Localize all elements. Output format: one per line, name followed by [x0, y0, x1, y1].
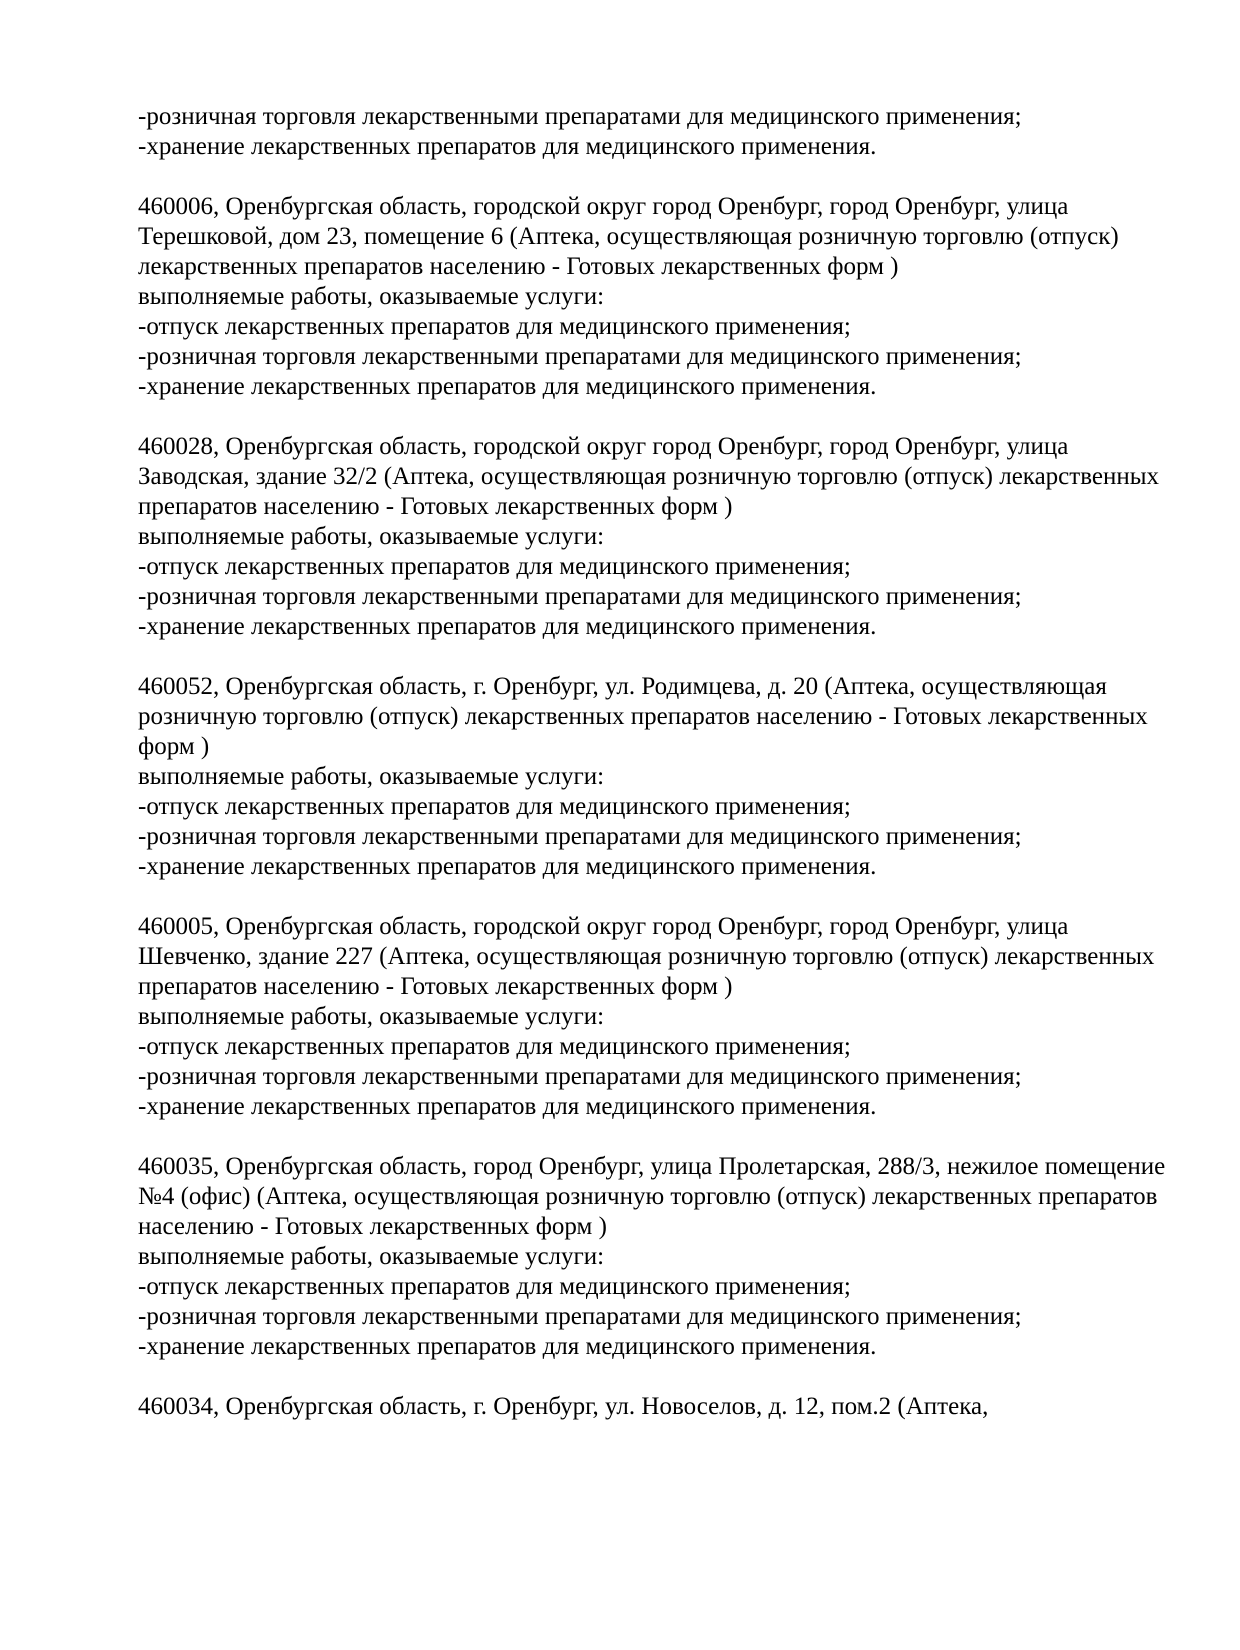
license-text-body	[138, 102, 1166, 1452]
pharmacy-entry-460035	[138, 1152, 1166, 1362]
pharmacy-entry-460028	[138, 432, 1159, 642]
service-item: -отпуск лекарственных препаратов для медицинского применения;	[138, 1033, 851, 1060]
address-line: 460034, Оренбургская область, г. Оренбург, ул. Новоселов, д. 12, пом.2 (Аптека,	[138, 1393, 989, 1420]
address-line: препаратов населению - Готовых лекарственных форм )	[138, 973, 733, 1000]
pharmacy-entry-460006	[138, 192, 1130, 402]
service-item: -отпуск лекарственных препаратов для медицинского применения;	[138, 553, 851, 580]
service-item: -отпуск лекарственных препаратов для медицинского применения;	[138, 793, 851, 820]
address-line: форм )	[138, 733, 210, 760]
services-header: выполняемые работы, оказываемые услуги:	[138, 1003, 605, 1030]
pharmacy-entry-460052	[138, 672, 1148, 882]
service-item: -хранение лекарственных препаратов для медицинского применения.	[138, 1093, 877, 1120]
service-item: -хранение лекарственных препаратов для медицинского применения.	[138, 853, 877, 880]
address-line: 460005, Оренбургская область, городской округ город Оренбург, город Оренбург, улица	[138, 913, 1069, 940]
service-item: -хранение лекарственных препаратов для медицинского применения.	[138, 1333, 877, 1360]
services-header: выполняемые работы, оказываемые услуги:	[138, 1243, 605, 1270]
services-header: выполняемые работы, оказываемые услуги:	[138, 283, 605, 310]
service-item: -отпуск лекарственных препаратов для медицинского применения;	[138, 1273, 851, 1300]
service-item: -хранение лекарственных препаратов для медицинского применения.	[138, 373, 877, 400]
service-item: -розничная торговля лекарственными препаратами для медицинского применения;	[138, 823, 1022, 850]
service-item: -хранение лекарственных препаратов для медицинского применения.	[138, 613, 877, 640]
address-line: препаратов населению - Готовых лекарственных форм )	[138, 493, 733, 520]
pharmacy-entry-460034-partial	[138, 1392, 1130, 1422]
services-header: выполняемые работы, оказываемые услуги:	[138, 763, 605, 790]
address-line: лекарственных препаратов населению - Готовых лекарственных форм )	[138, 253, 899, 280]
service-item: -розничная торговля лекарственными препаратами для медицинского применения;	[138, 583, 1022, 610]
address-line: №4 (офис) (Аптека, осуществляющая розничную торговлю (отпуск) лекарственных препаратов	[138, 1183, 1158, 1210]
address-line: розничную торговлю (отпуск) лекарственных препаратов населению - Готовых лекарственных	[138, 703, 1148, 730]
service-item: -хранение лекарственных препаратов для медицинского применения.	[138, 133, 877, 160]
address-line: 460006, Оренбургская область, городской округ город Оренбург, город Оренбург, улица	[138, 193, 1069, 220]
service-item: -розничная торговля лекарственными препаратами для медицинского применения;	[138, 1303, 1022, 1330]
address-line: Терешковой, дом 23, помещение 6 (Аптека, осуществляющая розничную торговлю (отпуск)	[138, 223, 1119, 250]
address-line: Шевченко, здание 227 (Аптека, осуществляющая розничную торговлю (отпуск) лекарственных	[138, 943, 1155, 970]
address-line: 460052, Оренбургская область, г. Оренбург, ул. Родимцева, д. 20 (Аптека, осуществляющая	[138, 673, 1107, 700]
services-list-partial-top	[138, 102, 1130, 162]
service-item: -розничная торговля лекарственными препаратами для медицинского применения;	[138, 343, 1022, 370]
address-line: 460035, Оренбургская область, город Оренбург, улица Пролетарская, 288/3, нежилое помещение	[138, 1153, 1166, 1180]
service-item: -розничная торговля лекарственными препаратами для медицинского применения;	[138, 103, 1022, 130]
service-item: -отпуск лекарственных препаратов для медицинского применения;	[138, 313, 851, 340]
pharmacy-entry-460005	[138, 912, 1155, 1122]
address-line: 460028, Оренбургская область, городской округ город Оренбург, город Оренбург, улица	[138, 433, 1069, 460]
address-line: населению - Готовых лекарственных форм )	[138, 1213, 607, 1240]
address-line: Заводская, здание 32/2 (Аптека, осуществляющая розничную торговлю (отпуск) лекарственных	[138, 463, 1159, 490]
service-item: -розничная торговля лекарственными препаратами для медицинского применения;	[138, 1063, 1022, 1090]
services-header: выполняемые работы, оказываемые услуги:	[138, 523, 605, 550]
